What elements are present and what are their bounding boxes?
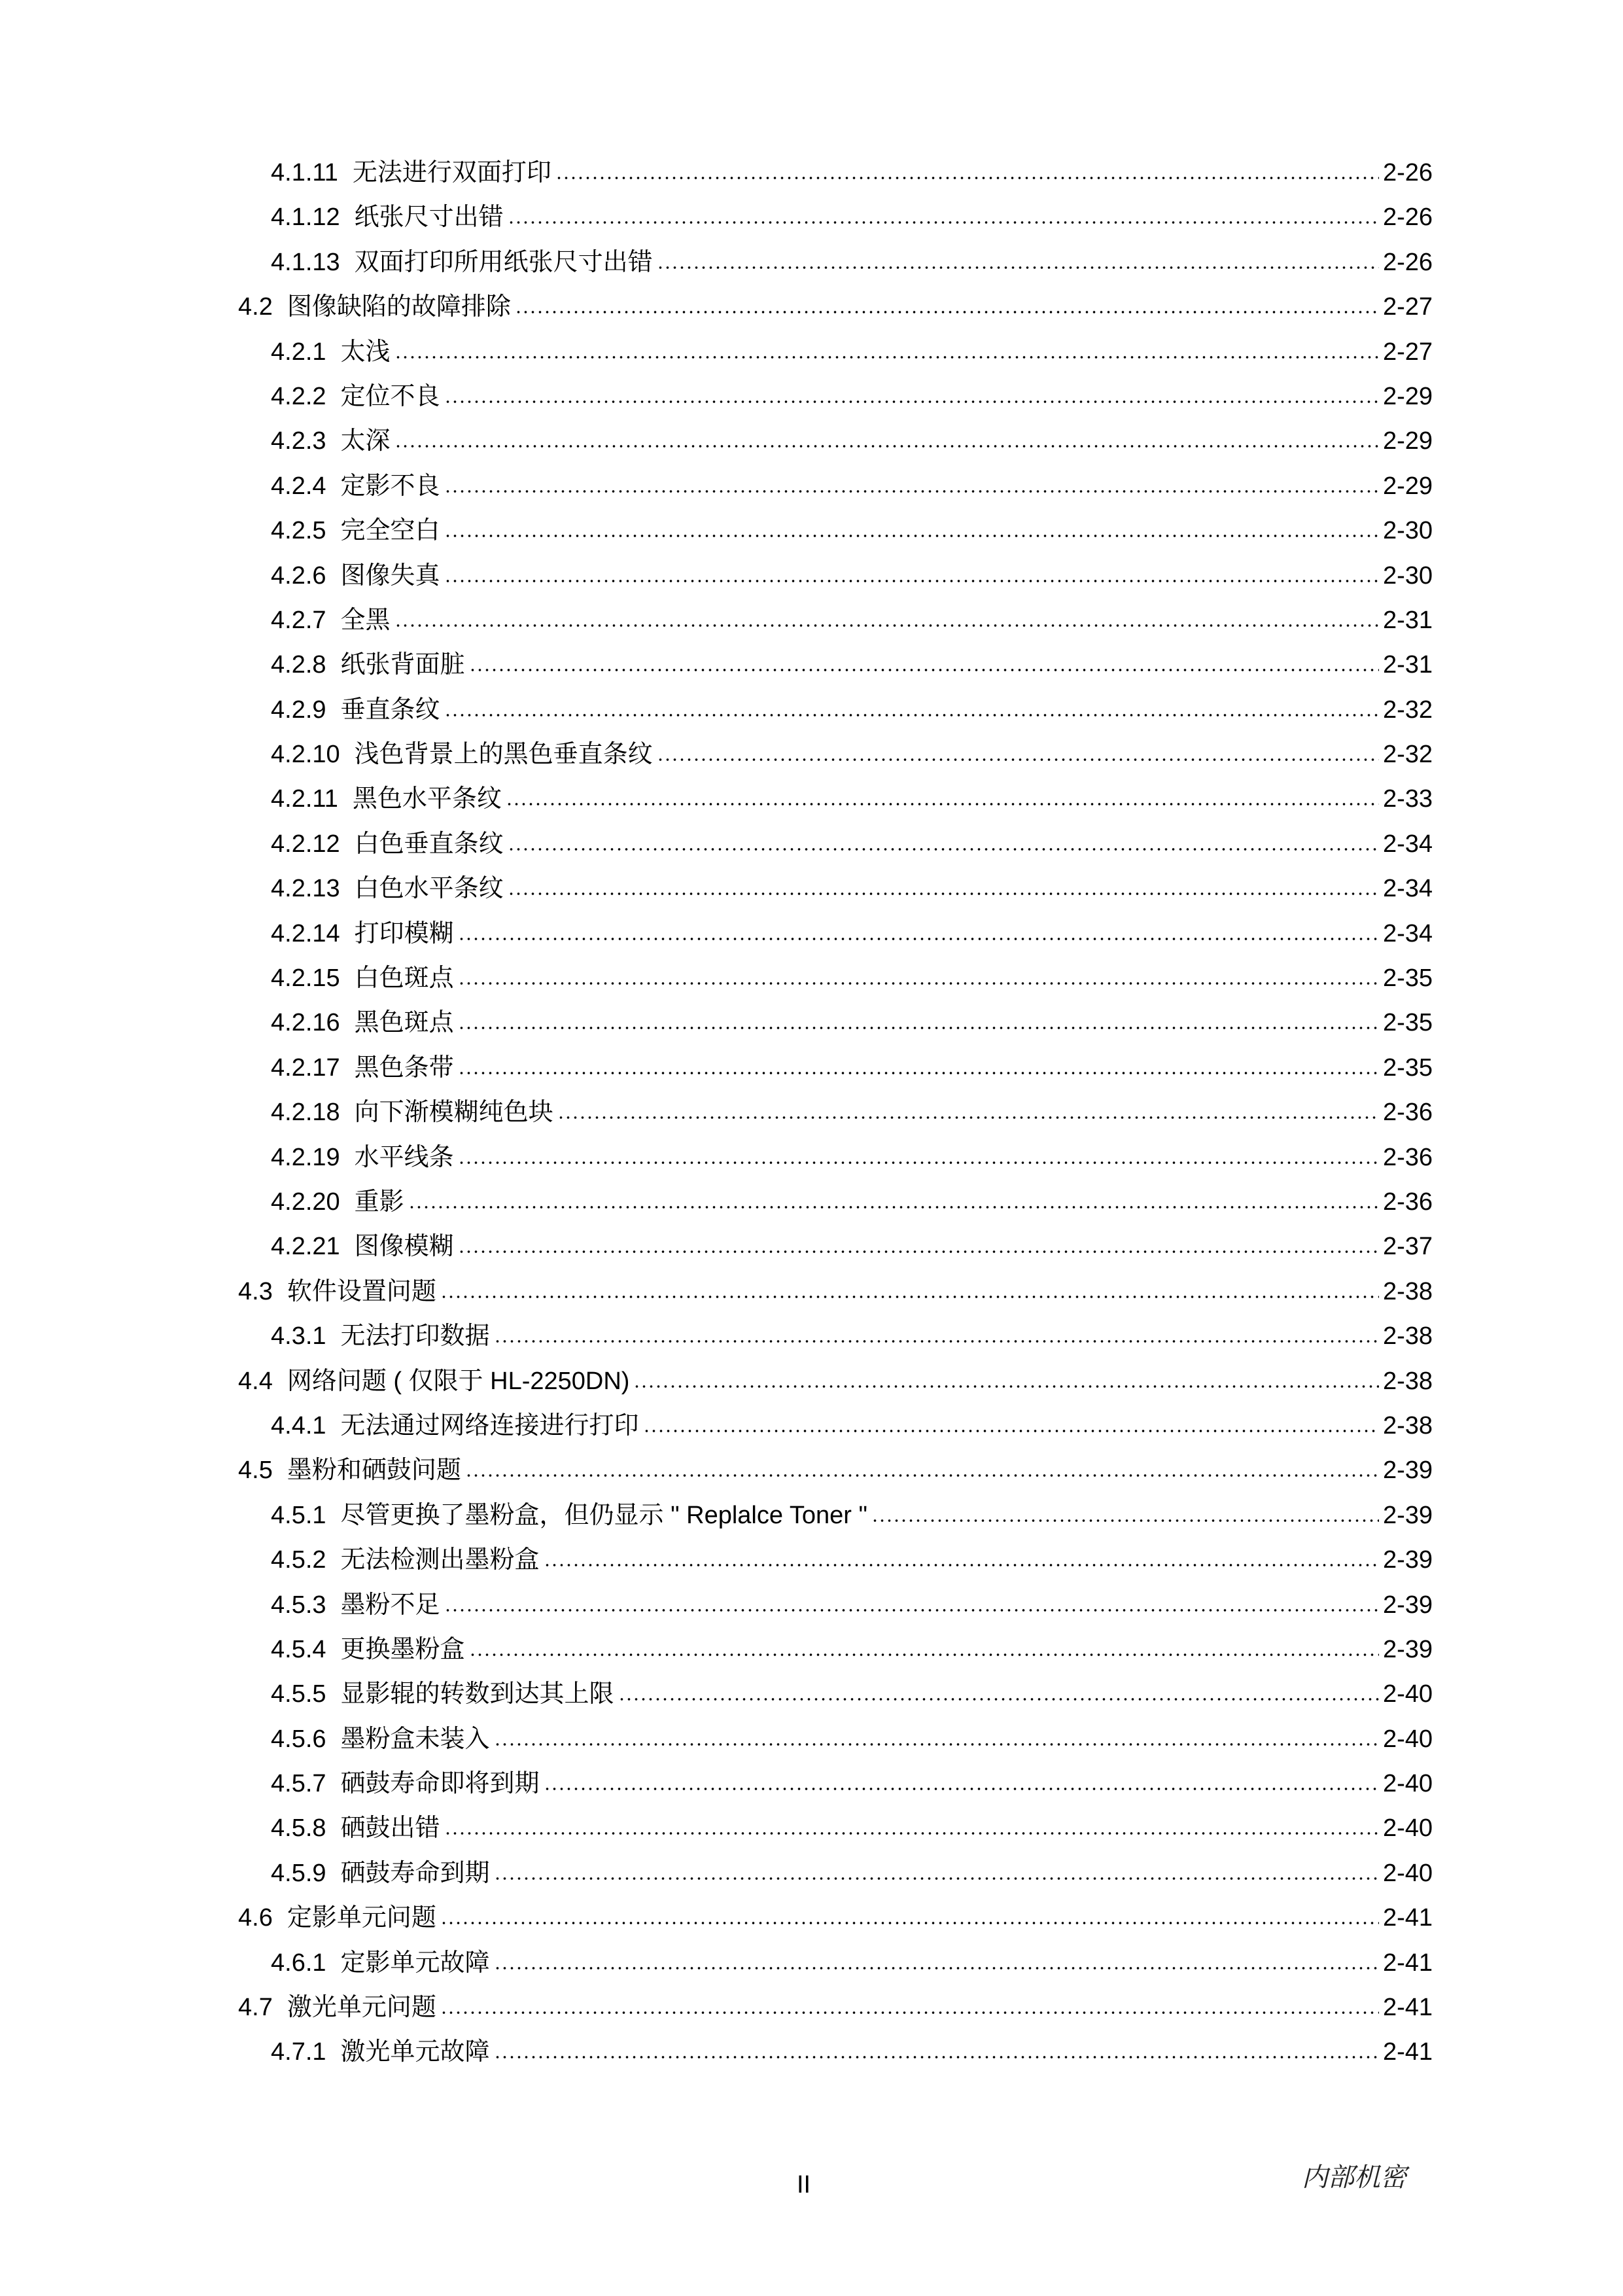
toc-entry-title: 硒鼓出错	[340, 1814, 440, 1843]
toc-entry-page: 2-34	[1382, 919, 1433, 947]
toc-entry-page: 2-32	[1382, 741, 1433, 769]
toc-entry-page: 2-32	[1382, 696, 1433, 724]
toc-entry-label	[271, 652, 465, 677]
toc-entry-number: 4.1.11	[271, 159, 338, 186]
toc-entry-label	[271, 1547, 540, 1572]
dot-leader	[618, 1677, 1379, 1702]
toc-entry-title: 无法进行双面打印	[352, 159, 551, 186]
toc-entry[interactable]	[238, 1275, 1433, 1319]
dot-leader	[871, 1498, 1379, 1523]
toc-entry-title: 激光单元问题	[287, 1994, 436, 2022]
toc-entry-label	[238, 1279, 436, 1304]
toc-entry-title: 更换墨粉盒	[340, 1635, 465, 1663]
toc-entry-number: 4.4	[238, 1367, 273, 1395]
dot-leader	[508, 872, 1379, 896]
toc-entry-page: 2-40	[1382, 1680, 1433, 1708]
toc-entry[interactable]	[271, 737, 1433, 782]
toc-entry-label	[271, 429, 391, 453]
toc-entry-number: 4.5.8	[271, 1814, 326, 1843]
toc-entry-page: 2-36	[1382, 1143, 1433, 1171]
toc-entry[interactable]	[271, 1946, 1433, 1990]
toc-entry-page: 2-31	[1382, 606, 1433, 634]
toc-entry-page: 2-29	[1382, 382, 1433, 410]
toc-entry-page: 2-26	[1382, 248, 1433, 276]
toc-entry-title: 太浅	[340, 338, 391, 366]
toc-entry-title: 图像缺陷的故障排除	[287, 293, 511, 321]
toc-entry-label	[271, 786, 502, 811]
toc-entry[interactable]	[271, 1051, 1433, 1095]
toc-entry-title: 太深	[340, 427, 391, 455]
toc-entry-page: 2-36	[1382, 1099, 1433, 1127]
toc-entry-label	[238, 1458, 461, 1483]
dot-leader	[508, 200, 1379, 225]
dot-leader	[633, 1364, 1378, 1389]
toc-entry-title: 纸张背面脏	[340, 651, 465, 679]
toc-entry[interactable]	[271, 245, 1433, 290]
dot-leader	[458, 961, 1379, 986]
dot-leader	[394, 603, 1379, 628]
dot-leader	[494, 2035, 1379, 2060]
toc-entry-title: 图像模糊	[354, 1233, 454, 1261]
dot-leader	[494, 1722, 1379, 1747]
toc-entry-page: 2-38	[1382, 1322, 1433, 1351]
toc-entry-page: 2-34	[1382, 830, 1433, 858]
toc-entry-page: 2-38	[1382, 1367, 1433, 1395]
toc-entry-label	[271, 876, 504, 901]
toc-entry[interactable]	[271, 1229, 1433, 1274]
toc-entry-number: 4.5.7	[271, 1770, 326, 1798]
dot-leader	[444, 1811, 1379, 1836]
toc-entry-title: 向下渐模糊纯色块	[354, 1099, 553, 1127]
toc-entry-number: 4.2.13	[271, 875, 340, 903]
toc-entry-number: 4.3	[238, 1277, 273, 1305]
toc-entry-title: 硒鼓寿命即将到期	[340, 1770, 540, 1798]
dot-leader	[657, 737, 1379, 762]
toc-entry-title: 墨粉盒未装入	[340, 1725, 490, 1753]
dot-leader	[408, 1185, 1379, 1210]
toc-entry-title: 网络问题 ( 仅限于 HL-2250DN)	[287, 1367, 630, 1395]
toc-entry-title: 双面打印所用纸张尺寸出错	[354, 248, 653, 276]
toc-entry-label	[271, 340, 391, 364]
toc-entry-label	[271, 698, 440, 722]
toc-entry-title: 显影辊的转数到达其上限	[340, 1680, 614, 1708]
toc-entry-label	[271, 1637, 465, 1662]
toc-entry-number: 4.5.9	[271, 1859, 326, 1887]
toc-entry-number: 4.5.6	[271, 1725, 326, 1753]
toc-entry-page: 2-38	[1382, 1411, 1433, 1439]
toc-entry-title: 无法检测出墨粉盒	[340, 1546, 540, 1574]
toc-entry[interactable]	[271, 514, 1433, 558]
dot-leader	[440, 1901, 1379, 1926]
toc-entry-label	[271, 608, 391, 633]
toc-entry[interactable]	[271, 648, 1433, 692]
toc-entry[interactable]	[271, 1319, 1433, 1364]
toc-entry-number: 4.1.12	[271, 203, 340, 232]
toc-entry-page: 2-39	[1382, 1546, 1433, 1574]
toc-entry[interactable]	[271, 335, 1433, 380]
toc-entry-label	[271, 1682, 614, 1706]
dot-leader	[394, 424, 1379, 449]
toc-entry-page: 2-41	[1382, 2038, 1433, 2066]
toc-entry-page: 2-26	[1382, 159, 1433, 186]
toc-entry[interactable]	[271, 1543, 1433, 1587]
toc-entry-label	[271, 921, 454, 946]
toc-entry-title: 无法通过网络连接进行打印	[340, 1411, 639, 1439]
toc-entry-label	[238, 294, 511, 319]
toc-entry-page: 2-35	[1382, 1053, 1433, 1082]
toc-entry-number: 4.2.10	[271, 741, 340, 769]
toc-entry-number: 4.5.4	[271, 1635, 326, 1663]
toc-entry-label	[271, 160, 551, 185]
toc-entry[interactable]	[271, 469, 1433, 514]
toc-entry[interactable]	[271, 156, 1433, 200]
toc-entry-page: 2-29	[1382, 472, 1433, 500]
toc-entry-number: 4.2.16	[271, 1009, 340, 1037]
dot-leader	[458, 1006, 1379, 1031]
toc-entry[interactable]	[271, 961, 1433, 1006]
toc-entry-page: 2-38	[1382, 1277, 1433, 1305]
toc-entry-title: 墨粉不足	[340, 1591, 440, 1619]
toc-entry-label	[271, 1503, 867, 1528]
dot-leader	[465, 1453, 1379, 1478]
toc-entry[interactable]	[271, 380, 1433, 424]
toc-entry-title: 定影单元问题	[287, 1904, 436, 1932]
toc-entry-number: 4.2.21	[271, 1233, 340, 1261]
toc-entry-title: 全黑	[340, 606, 391, 634]
toc-entry[interactable]	[271, 424, 1433, 468]
toc-entry-number: 4.2.19	[271, 1143, 340, 1171]
toc-entry[interactable]	[238, 290, 1433, 334]
toc-entry-title: 黑色条带	[354, 1053, 454, 1082]
toc-entry-title: 定位不良	[340, 382, 440, 410]
toc-entry-page: 2-31	[1382, 651, 1433, 679]
toc-entry[interactable]	[271, 1677, 1433, 1722]
dot-leader	[444, 380, 1379, 404]
toc-entry-label	[271, 742, 653, 767]
toc-entry-number: 4.3.1	[271, 1322, 326, 1351]
dot-leader	[444, 559, 1379, 584]
toc-entry-title: 完全空白	[340, 517, 440, 545]
toc-entry[interactable]	[271, 917, 1433, 961]
toc-entry-number: 4.4.1	[271, 1411, 326, 1439]
toc-entry-number: 4.2.12	[271, 830, 340, 858]
toc-entry[interactable]	[271, 1185, 1433, 1229]
toc-entry-label	[271, 1234, 454, 1259]
dot-leader	[458, 1229, 1379, 1254]
toc-entry[interactable]	[271, 1006, 1433, 1050]
toc-entry-label	[271, 1010, 454, 1035]
toc-entry-number: 4.2.8	[271, 651, 326, 679]
toc-entry-title: 硒鼓寿命到期	[340, 1859, 490, 1887]
toc-entry-page: 2-39	[1382, 1635, 1433, 1663]
dot-leader	[494, 1946, 1379, 1971]
toc-entry-label	[271, 2040, 490, 2064]
dot-leader	[508, 827, 1379, 852]
toc-entry[interactable]	[238, 1453, 1433, 1498]
toc-entry-title: 垂直条纹	[340, 696, 440, 724]
toc-entry-number: 4.5.5	[271, 1680, 326, 1708]
toc-entry-title: 无法打印数据	[340, 1322, 490, 1351]
toc-entry-label	[238, 1995, 436, 2020]
toc-entry-page: 2-40	[1382, 1814, 1433, 1843]
toc-entry-number: 4.2.3	[271, 427, 326, 455]
toc-entry-number: 4.2.11	[271, 785, 338, 813]
toc-entry-label	[271, 250, 653, 275]
toc-entry-number: 4.2.9	[271, 696, 326, 724]
toc-entry-label	[271, 1100, 553, 1125]
toc-entry-page: 2-40	[1382, 1770, 1433, 1798]
toc-entry-number: 4.6.1	[271, 1949, 326, 1977]
toc-entry[interactable]	[271, 827, 1433, 872]
toc-entry[interactable]	[271, 1588, 1433, 1633]
toc-entry-title: 纸张尺寸出错	[354, 203, 504, 232]
toc-entry-page: 2-27	[1382, 293, 1433, 321]
toc-entry-number: 4.2.20	[271, 1188, 340, 1216]
toc-entry-page: 2-40	[1382, 1725, 1433, 1753]
toc-entry-label	[271, 563, 440, 588]
toc-entry[interactable]	[271, 782, 1433, 826]
dot-leader	[555, 156, 1379, 181]
dot-leader	[444, 1588, 1379, 1613]
toc-entry-label	[238, 1905, 436, 1930]
toc-entry-number: 4.2.14	[271, 919, 340, 947]
dot-leader	[444, 469, 1379, 494]
toc-entry-number: 4.2.6	[271, 561, 326, 590]
dot-leader	[444, 693, 1379, 718]
dot-leader	[544, 1543, 1379, 1568]
toc-entry-title: 白色斑点	[354, 964, 454, 993]
dot-leader	[469, 1633, 1379, 1657]
toc-entry-number: 4.5.1	[271, 1501, 326, 1529]
toc-entry[interactable]	[271, 200, 1433, 245]
toc-entry[interactable]	[271, 1767, 1433, 1811]
dot-leader	[440, 1275, 1379, 1299]
toc-entry-title: 软件设置问题	[287, 1277, 436, 1305]
toc-entry-page: 2-34	[1382, 875, 1433, 903]
table-of-contents	[238, 156, 1433, 2080]
dot-leader	[444, 514, 1379, 539]
toc-entry-label	[271, 1727, 490, 1752]
toc-entry-number: 4.7	[238, 1994, 273, 2022]
toc-entry-number: 4.2.5	[271, 517, 326, 545]
toc-entry-label	[271, 1951, 490, 1975]
toc-entry-number: 4.2.2	[271, 382, 326, 410]
dot-leader	[469, 648, 1379, 673]
toc-entry-page: 2-30	[1382, 517, 1433, 545]
toc-entry-number: 4.6	[238, 1904, 273, 1932]
toc-entry[interactable]	[271, 1633, 1433, 1677]
toc-entry-number: 4.2.15	[271, 964, 340, 993]
toc-entry-label	[271, 1324, 490, 1349]
toc-entry-label	[271, 1771, 540, 1796]
toc-entry-label	[271, 1593, 440, 1617]
dot-leader	[494, 1856, 1379, 1881]
dot-leader	[394, 335, 1379, 360]
dot-leader	[515, 290, 1379, 315]
toc-entry-page: 2-30	[1382, 561, 1433, 590]
toc-entry-title: 重影	[354, 1188, 404, 1216]
toc-entry[interactable]	[238, 1901, 1433, 1945]
dot-leader	[440, 1990, 1379, 2015]
toc-entry-number: 4.1.13	[271, 248, 340, 276]
toc-entry-title: 定影不良	[340, 472, 440, 500]
toc-entry-title: 定影单元故障	[340, 1949, 490, 1977]
toc-entry-page: 2-26	[1382, 203, 1433, 232]
toc-entry[interactable]	[271, 693, 1433, 737]
toc-entry-number: 4.2.1	[271, 338, 326, 366]
dot-leader	[643, 1409, 1379, 1434]
toc-entry-label	[271, 1413, 639, 1438]
toc-entry-label	[271, 1816, 440, 1841]
toc-entry-label	[271, 384, 440, 409]
toc-entry-page: 2-36	[1382, 1188, 1433, 1216]
toc-entry[interactable]	[271, 559, 1433, 603]
toc-entry[interactable]	[238, 1364, 1433, 1409]
toc-entry-title: 激光单元故障	[340, 2038, 490, 2066]
toc-entry-page: 2-29	[1382, 427, 1433, 455]
toc-entry[interactable]	[271, 1498, 1433, 1543]
toc-entry-title: 图像失真	[340, 561, 440, 590]
toc-entry[interactable]	[271, 1140, 1433, 1185]
toc-entry-title: 打印模糊	[354, 919, 454, 947]
toc-entry-page: 2-40	[1382, 1859, 1433, 1887]
toc-entry-title: 浅色背景上的黑色垂直条纹	[354, 741, 653, 769]
toc-entry-number: 4.2.17	[271, 1053, 340, 1082]
toc-entry[interactable]	[271, 2035, 1433, 2079]
toc-entry-label	[271, 205, 504, 230]
toc-entry-title: 尽管更换了墨粉盒，但仍显示 " Replalce Toner "	[340, 1501, 867, 1529]
dot-leader	[458, 1140, 1379, 1165]
toc-entry-label	[238, 1369, 629, 1394]
toc-entry-page: 2-33	[1382, 785, 1433, 813]
toc-entry[interactable]	[271, 1095, 1433, 1140]
toc-entry[interactable]	[271, 1856, 1433, 1901]
dot-leader	[494, 1319, 1379, 1344]
confidential-mark: 内部机密	[1302, 2163, 1406, 2193]
toc-entry-page: 2-41	[1382, 1904, 1433, 1932]
toc-entry[interactable]	[271, 1409, 1433, 1453]
toc-entry-number: 4.5.2	[271, 1546, 326, 1574]
toc-entry-label	[271, 1145, 454, 1170]
toc-entry-page: 2-35	[1382, 964, 1433, 993]
toc-entry[interactable]	[271, 603, 1433, 648]
toc-entry-label	[271, 1055, 454, 1080]
toc-entry-title: 水平线条	[354, 1143, 454, 1171]
toc-entry-page: 2-41	[1382, 1994, 1433, 2022]
toc-entry-number: 4.2.18	[271, 1099, 340, 1127]
dot-leader	[544, 1767, 1379, 1792]
toc-entry-label	[271, 832, 504, 857]
toc-entry[interactable]	[271, 1722, 1433, 1767]
toc-entry-title: 白色水平条纹	[354, 875, 504, 903]
dot-leader	[657, 245, 1379, 270]
toc-entry-page: 2-39	[1382, 1501, 1433, 1529]
toc-entry-title: 墨粉和硒鼓问题	[287, 1457, 461, 1485]
toc-entry-label	[271, 966, 454, 991]
toc-entry-page: 2-39	[1382, 1457, 1433, 1485]
toc-entry[interactable]	[271, 872, 1433, 916]
toc-entry-page: 2-39	[1382, 1591, 1433, 1619]
toc-entry-page: 2-41	[1382, 1949, 1433, 1977]
toc-entry[interactable]	[238, 1990, 1433, 2035]
toc-entry-page: 2-37	[1382, 1233, 1433, 1261]
toc-entry-label	[271, 1190, 404, 1214]
toc-entry[interactable]	[271, 1811, 1433, 1856]
toc-entry-title: 白色垂直条纹	[354, 830, 504, 858]
toc-entry-label	[271, 518, 440, 543]
toc-entry-label	[271, 474, 440, 499]
toc-entry-number: 4.7.1	[271, 2038, 326, 2066]
toc-entry-title: 黑色水平条纹	[352, 785, 502, 813]
page-number: II	[797, 2171, 811, 2199]
toc-entry-number: 4.5	[238, 1457, 273, 1485]
dot-leader	[458, 1051, 1379, 1076]
dot-leader	[458, 917, 1379, 942]
toc-entry-number: 4.2.4	[271, 472, 326, 500]
toc-entry-title: 黑色斑点	[354, 1009, 454, 1037]
dot-leader	[506, 782, 1379, 807]
toc-entry-page: 2-35	[1382, 1009, 1433, 1037]
dot-leader	[557, 1095, 1379, 1120]
toc-entry-label	[271, 1861, 490, 1886]
toc-entry-page: 2-27	[1382, 338, 1433, 366]
toc-entry-number: 4.5.3	[271, 1591, 326, 1619]
toc-entry-number: 4.2.7	[271, 606, 326, 634]
toc-entry-number: 4.2	[238, 293, 273, 321]
